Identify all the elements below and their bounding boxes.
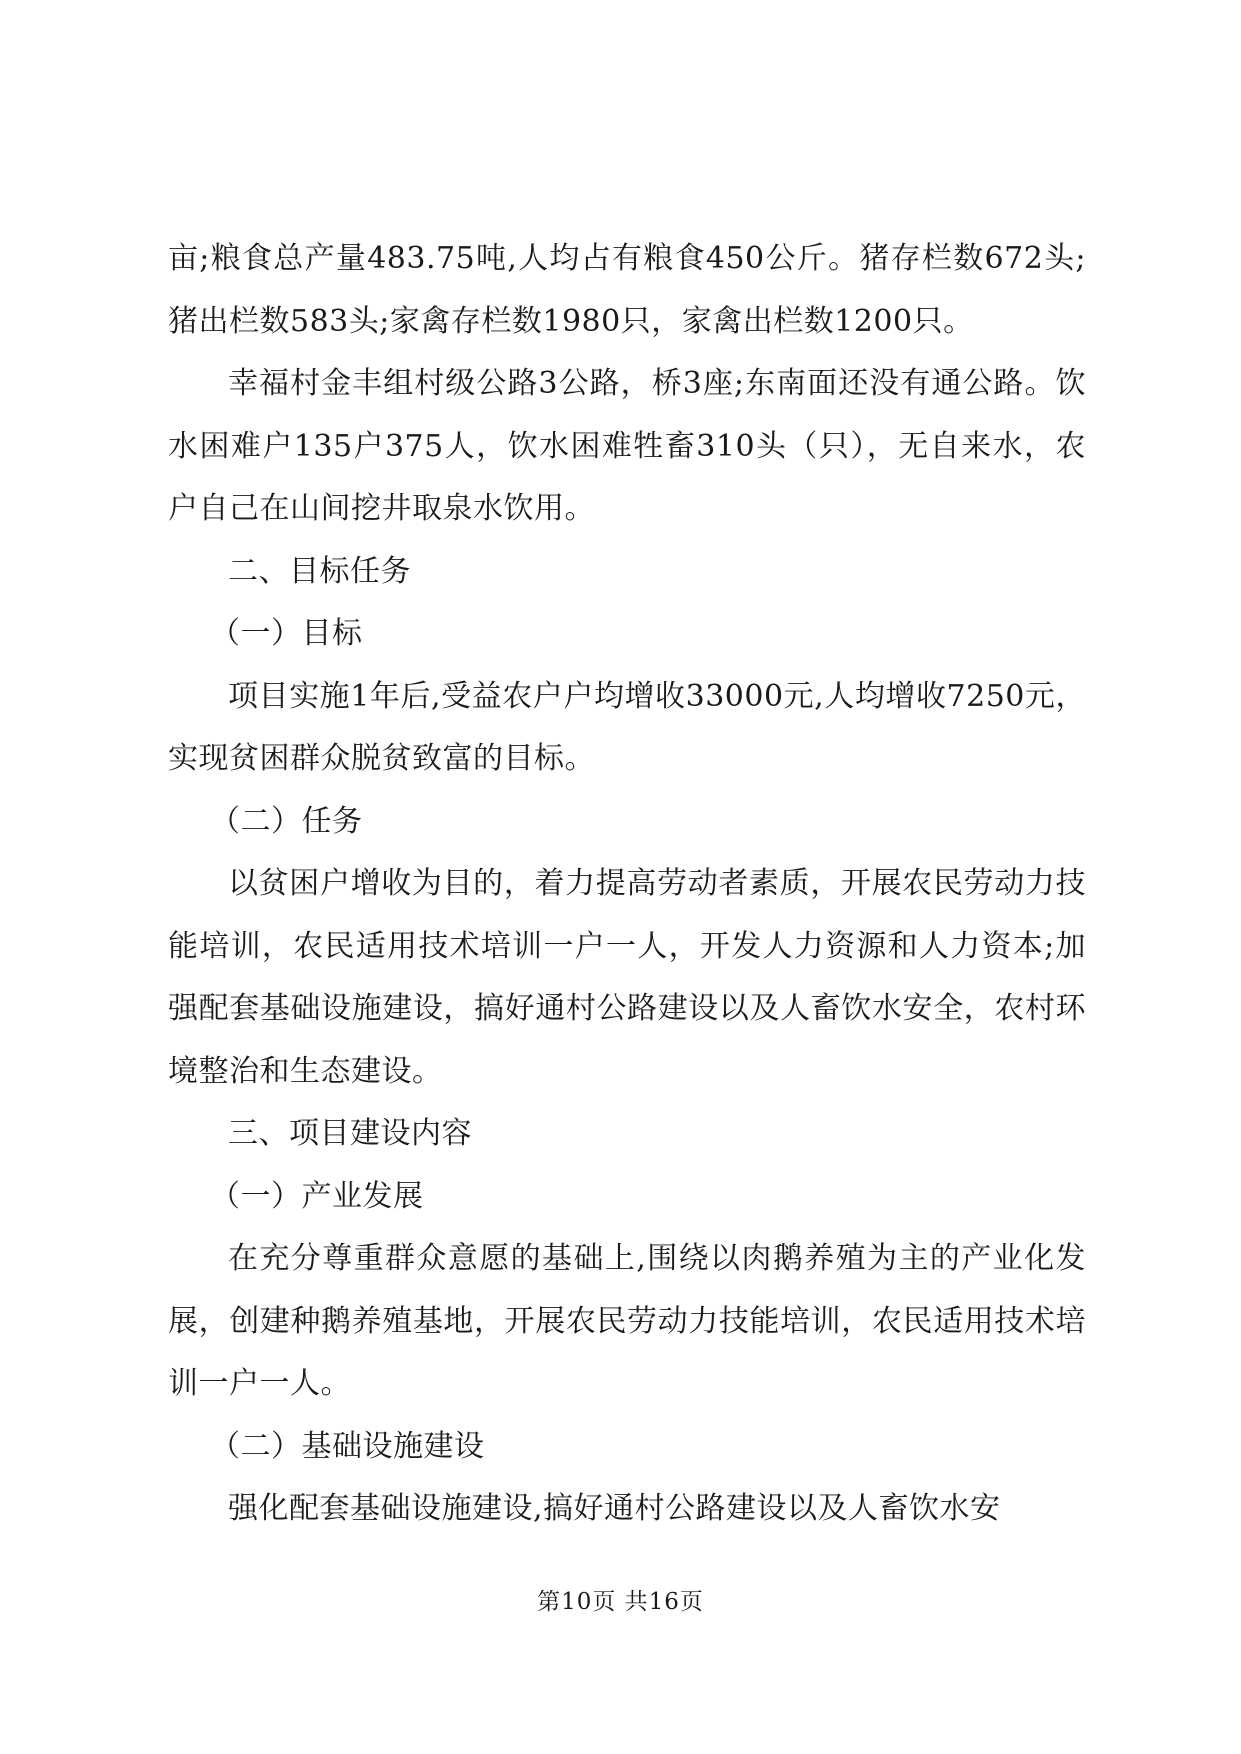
paragraph-industry: 在充分尊重群众意愿的基础上,围绕以肉鹅养殖为主的产业化发展，创建种鹅养殖基地，开展农民劳动力技能培训，农民适用技术培训一户一人。 — [168, 1241, 1086, 1401]
subheading-goal: （一）目标 — [210, 616, 363, 651]
section-heading-project-content: 三、项目建设内容 — [228, 1116, 472, 1151]
paragraph-goal: 项目实施1年后,受益农户户均增收33000元,人均增收7250元，实现贫困群众脱贫致富的目标。 — [168, 678, 1086, 776]
paragraph-livestock-stats: 亩;粮食总产量483.75吨,人均占有粮食450公斤。猪存栏数672头;猪出栏数583头;家禽存栏数1980只，家禽出栏数1200只。 — [168, 241, 1086, 339]
paragraph-infrastructure: 强化配套基础设施建设,搞好通村公路建设以及人畜饮水安 — [228, 1491, 1001, 1526]
section-heading-goals-tasks: 二、目标任务 — [228, 553, 411, 589]
paragraph-task: 以贫困户增收为目的，着力提高劳动者素质，开展农民劳动力技能培训，农民适用技术培训一户一人，开发人力资源和人力资本;加强配套基础设施建设，搞好通村公路建设以及人畜饮水安全，农村环境整治和生态建设。 — [168, 866, 1086, 1089]
subheading-industry: （一）产业发展 — [210, 1178, 424, 1214]
paragraph-roads-water: 幸福村金丰组村级公路3公路，桥3座;东南面还没有通公路。饮水困难户135户375人，饮水困难牲畜310头（只），无自来水，农户自己在山间挖井取泉水饮用。 — [168, 366, 1086, 526]
page-number-label: 第10页 共16页 — [537, 1589, 704, 1615]
page-footer — [0, 1583, 1241, 1616]
subheading-task: （二）任务 — [210, 803, 363, 839]
subheading-infrastructure: （二）基础设施建设 — [210, 1428, 485, 1464]
page-body — [168, 228, 1086, 1541]
